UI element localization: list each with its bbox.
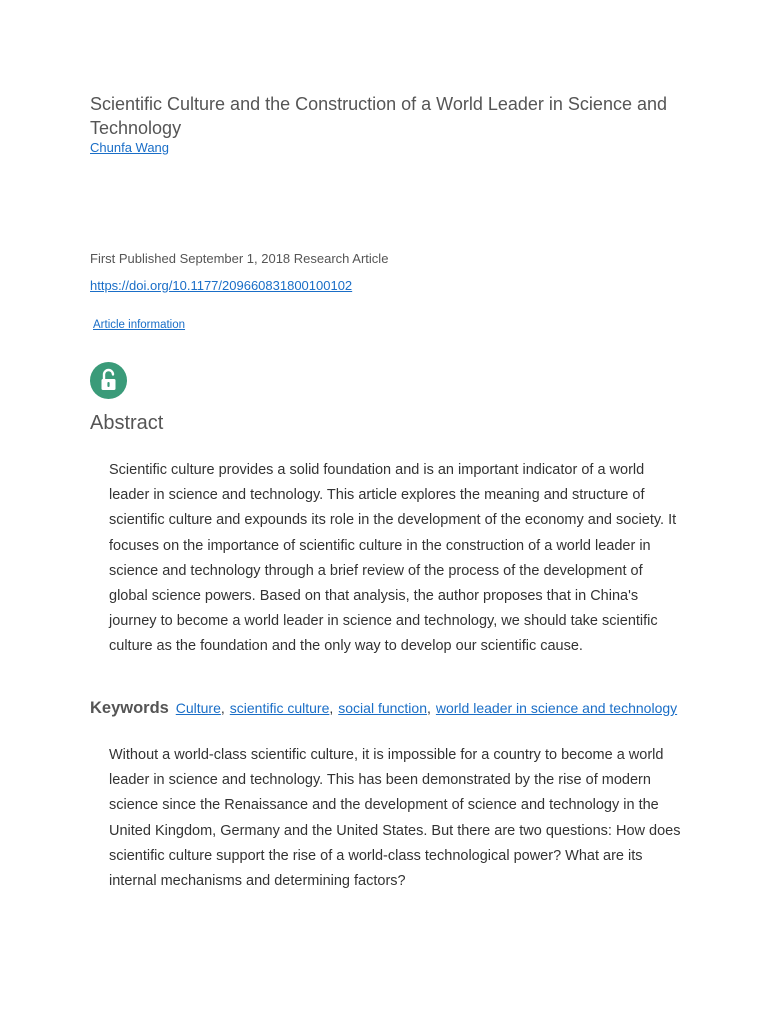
keyword-separator: ,: [220, 700, 225, 716]
abstract-text: Scientific culture provides a solid foundation and is an important indicator of a world leader in science and technology. This article explores the meaning and structure of scientific culture and expounds its role in the development of the economy and society. It focuses on the importance of scientific culture in the construction of a world leader in science and technology through a brief review of the process of the development of global science powers. Based on that analysis, the author proposes that in China's journey to become a world leader in science and technology, we should take scientific culture as the foundation and the only way to develop our scientific cause.: [109, 462, 677, 655]
article-information-link[interactable]: Article information: [93, 319, 186, 331]
keyword-separator: ,: [329, 700, 334, 716]
doi-link[interactable]: https://doi.org/10.1177/2096608318001001​02: [90, 278, 353, 293]
author-link[interactable]: Chunfa Wang: [90, 140, 170, 155]
keyword-link[interactable]: social function: [338, 700, 427, 716]
open-access-lock-icon: [90, 362, 127, 399]
article-title: Scientific Culture and the Construction of a World Leader in Science and Technology: [90, 94, 667, 138]
keywords-row: [90, 697, 710, 719]
keyword-link[interactable]: Culture: [175, 700, 221, 716]
keyword-link[interactable]: scientific culture: [229, 700, 330, 716]
body-paragraph: Without a world-class scientific culture, it is impossible for a country to become a world leader in science and technology. This has been demonstrated by the rise of modern science since the Renaissance and the development of science and technology in the United Kingdom, Germany and the United States. But there are two questions: How does scientific culture support the rise of a world-class technological power? What are its internal mechanisms and determining factors?: [109, 747, 681, 890]
abstract-heading: Abstract: [90, 412, 164, 434]
keyword-link[interactable]: world leader in science and technology: [435, 700, 678, 716]
keyword-separator: ,: [426, 700, 431, 716]
publication-info: First Published September 1, 2018 Research Article: [90, 251, 389, 266]
keywords-label: Keywords: [90, 699, 169, 717]
